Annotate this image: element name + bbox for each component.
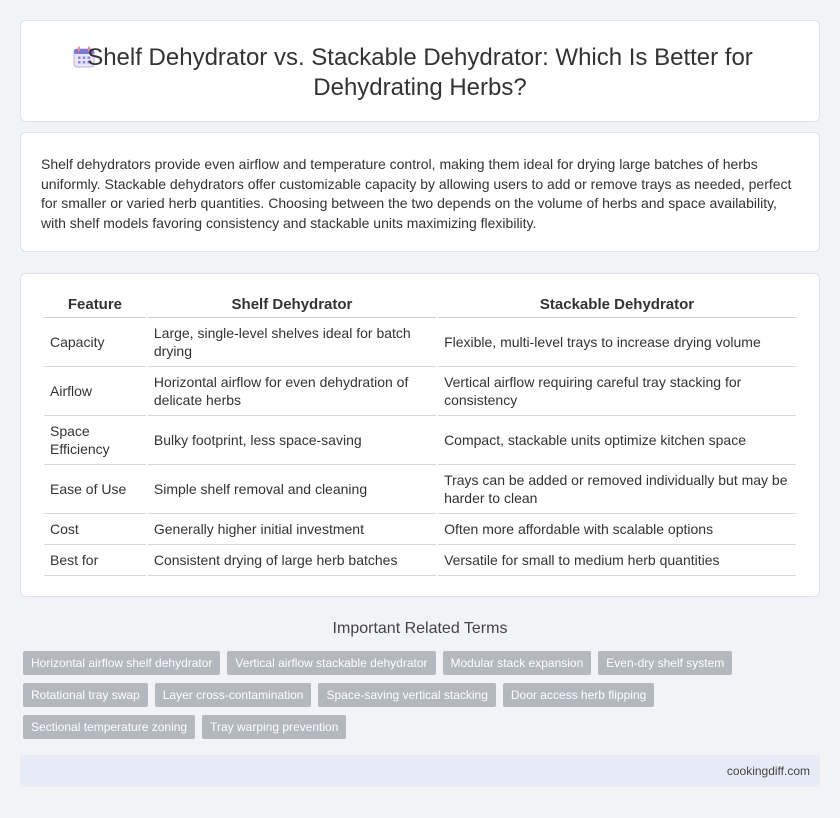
- row-stackable-value: Compact, stackable units optimize kitchen space: [438, 416, 796, 465]
- table-row: [44, 465, 796, 514]
- row-stackable-value: Trays can be added or removed individually but may be harder to clean: [438, 465, 796, 514]
- row-feature: Airflow: [44, 367, 146, 416]
- row-shelf-value: Generally higher initial investment: [148, 514, 436, 545]
- related-term-tag[interactable]: Vertical airflow stackable dehydrator: [227, 651, 435, 675]
- table-row: [44, 514, 796, 545]
- footer: [20, 755, 820, 787]
- table-header-row: [44, 296, 796, 318]
- table-row: [44, 318, 796, 367]
- row-feature: Ease of Use: [44, 465, 146, 514]
- related-terms-list: [23, 651, 823, 747]
- related-term-tag[interactable]: Horizontal airflow shelf dehydrator: [23, 651, 220, 675]
- related-term-tag[interactable]: Even-dry shelf system: [598, 651, 732, 675]
- page-title: Shelf Dehydrator vs. Stackable Dehydrator: Which Is Better for Dehydrating Herbs?: [87, 44, 753, 101]
- comparison-table: [42, 296, 798, 576]
- related-term-tag[interactable]: Rotational tray swap: [23, 683, 148, 707]
- related-term-tag[interactable]: Space-saving vertical stacking: [318, 683, 495, 707]
- summary-text: Shelf dehydrators provide even airflow and temperature control, making them ideal for drying large batches of herbs uniformly. Stackable dehydrators offer customizable capacity by allowing users to add or remove trays as needed, perfect for smaller or varied herb quantities. Choosing between the two depends on the volume of herbs and space availability, with shelf models favoring consistency and stackable units maximizing flexibility.: [41, 156, 792, 231]
- comparison-card: [20, 273, 820, 597]
- row-stackable-value: Often more affordable with scalable options: [438, 514, 796, 545]
- title-card: [20, 20, 820, 122]
- header-stackable-dehydrator: Stackable Dehydrator: [438, 296, 796, 318]
- header-shelf-dehydrator: Shelf Dehydrator: [148, 296, 436, 318]
- related-terms-heading: Important Related Terms: [332, 620, 508, 637]
- row-feature: Best for: [44, 545, 146, 576]
- related-term-tag[interactable]: Tray warping prevention: [202, 715, 346, 739]
- row-shelf-value: Simple shelf removal and cleaning: [148, 465, 436, 514]
- table-row: [44, 416, 796, 465]
- row-feature: Space Efficiency: [44, 416, 146, 465]
- related-term-tag[interactable]: Layer cross-contamination: [155, 683, 312, 707]
- row-shelf-value: Consistent drying of large herb batches: [148, 545, 436, 576]
- header-feature: Feature: [44, 296, 146, 318]
- row-feature: Cost: [44, 514, 146, 545]
- related-term-tag[interactable]: Sectional temperature zoning: [23, 715, 195, 739]
- row-feature: Capacity: [44, 318, 146, 367]
- row-stackable-value: Flexible, multi-level trays to increase drying volume: [438, 318, 796, 367]
- row-shelf-value: Bulky footprint, less space-saving: [148, 416, 436, 465]
- table-row: [44, 545, 796, 576]
- row-stackable-value: Versatile for small to medium herb quantities: [438, 545, 796, 576]
- summary-card: [20, 132, 820, 252]
- related-term-tag[interactable]: Door access herb flipping: [503, 683, 654, 707]
- row-shelf-value: Horizontal airflow for even dehydration of delicate herbs: [148, 367, 436, 416]
- related-term-tag[interactable]: Modular stack expansion: [443, 651, 592, 675]
- footer-site-link[interactable]: cookingdiff.com: [726, 764, 810, 778]
- table-row: [44, 367, 796, 416]
- row-stackable-value: Vertical airflow requiring careful tray stacking for consistency: [438, 367, 796, 416]
- row-shelf-value: Large, single-level shelves ideal for batch drying: [148, 318, 436, 367]
